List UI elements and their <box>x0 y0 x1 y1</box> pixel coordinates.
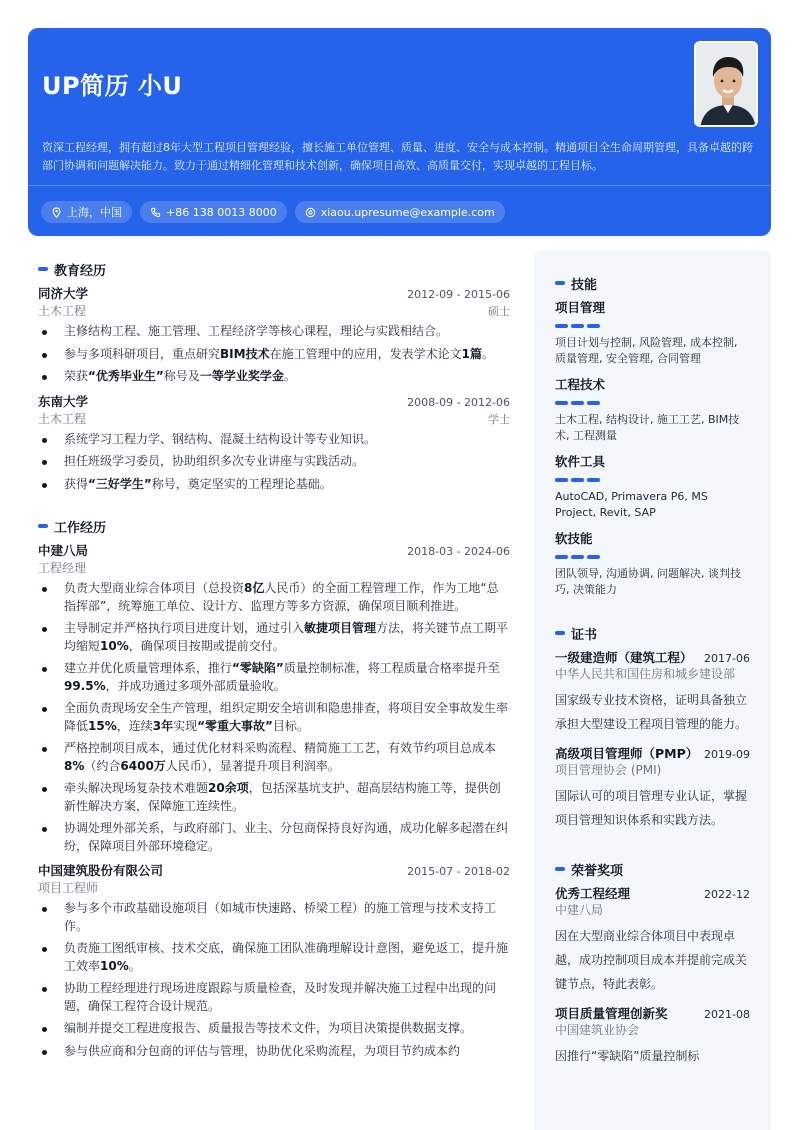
skill-group <box>555 375 750 444</box>
education-entry <box>38 392 510 494</box>
profile-summary: 资深工程经理，拥有超过8年大型工程项目管理经验，擅长施工单位管理、质量、进度、安全与成本控制。精通项目全生命周期管理，具备卓越的跨部门协调和问题解决能力。致力于通过精细化管理和技术创新，确保项目高效、高质量交付，实现卓越的工程目标。 <box>42 141 753 172</box>
section-title: 工作经历 <box>38 515 510 537</box>
certificate-issuer: 中华人民共和国住房和城乡建设部 <box>555 667 736 681</box>
section-title: 荣誉奖项 <box>555 858 750 880</box>
date-range: 2018-03 - 2024-06 <box>407 545 510 558</box>
bullet-item: 全面负责现场安全生产管理，组织定期安全培训和隐患排查，将项目安全事故发生率降低15%，连续3年实现“零重大事故”目标。 <box>38 700 510 735</box>
work-entry <box>38 861 510 1060</box>
skill-group-name: 软件工具 <box>555 454 606 469</box>
date-range: 2012-09 - 2015-06 <box>407 288 510 301</box>
contact-location <box>41 201 132 223</box>
emphasis-text: 8亿 <box>244 581 265 595</box>
skill-level-dots <box>555 401 750 405</box>
skill-group <box>555 452 750 521</box>
emphasis-text: “优秀毕业生” <box>88 369 164 383</box>
resume-header <box>28 28 771 236</box>
honor-date: 2022-12 <box>704 888 750 901</box>
emphasis-text: “零重大事故” <box>197 718 273 733</box>
at-sign-icon <box>305 207 316 218</box>
honor-item <box>555 884 750 996</box>
degree: 学士 <box>488 412 510 426</box>
emphasis-text: 8% <box>64 758 85 773</box>
certificate-date: 2017-06 <box>704 652 750 665</box>
honor-date: 2021-08 <box>704 1008 750 1021</box>
bullet-item: 牵头解决现场复杂技术难题20余项，包括深基坑支护、超高层结构施工等，提供创新性解决方案，保障施工连续性。 <box>38 780 510 815</box>
section-marker <box>555 867 565 871</box>
section-title: 教育经历 <box>38 258 510 280</box>
main-column <box>38 258 510 1065</box>
certificate-item <box>555 744 750 832</box>
honor-name: 优秀工程经理 <box>555 886 631 901</box>
certificate-name: 高级项目管理师（PMP） <box>555 746 699 761</box>
sidebar <box>555 272 750 1068</box>
skill-group-name: 工程技术 <box>555 377 606 392</box>
section-title: 技能 <box>555 272 750 294</box>
emphasis-text: 99.5% <box>64 678 106 693</box>
skill-items: 团队领导, 沟通协调, 问题解决, 谈判技巧, 决策能力 <box>555 567 741 596</box>
bullet-item: 主导制定并严格执行项目进度计划，通过引入敏捷项目管理方法，将关键节点工期平均缩短10%，确保项目按期或提前交付。 <box>38 620 510 655</box>
honor-description: 因推行“零缺陷”质量控制标 <box>555 1049 700 1063</box>
location-text: 上海，中国 <box>67 206 122 219</box>
major: 土木工程 <box>38 411 87 426</box>
contact-phone[interactable] <box>140 201 287 223</box>
emphasis-text: BIM技术 <box>220 346 270 361</box>
section-marker <box>38 267 48 271</box>
date-range: 2008-09 - 2012-06 <box>407 395 510 409</box>
bullet-item: 荣获“优秀毕业生”称号及一等学业奖学金。 <box>38 368 510 386</box>
job-title: 工程经理 <box>38 561 87 575</box>
section-marker <box>555 631 565 635</box>
skill-items: AutoCAD, Primavera P6, MS Project, Revit, SAP <box>555 490 708 519</box>
certificate-issuer: 项目管理协会 (PMI) <box>555 763 662 777</box>
skill-group-name: 软技能 <box>555 531 593 546</box>
certificates-section <box>555 622 750 832</box>
bullet-list <box>38 431 510 494</box>
emphasis-text: 10% <box>100 958 129 973</box>
education-entry <box>38 284 510 386</box>
profile-photo <box>694 41 758 127</box>
emphasis-text: “三好学生” <box>88 476 152 491</box>
bullet-list <box>38 900 510 1060</box>
bullet-list <box>38 323 510 386</box>
skill-group-name: 项目管理 <box>555 300 606 315</box>
work-entry <box>38 541 510 855</box>
emphasis-text: 10% <box>100 638 129 653</box>
bullet-item: 负责施工图纸审核、技术交底，确保施工团队准确理解设计意图，避免返工，提升施工效率10%。 <box>38 940 510 975</box>
section-marker <box>555 281 565 285</box>
bullet-item: 编制并提交工程进度报告、质量报告等技术文件，为项目决策提供数据支撑。 <box>38 1020 510 1038</box>
emphasis-text: 15% <box>88 718 117 733</box>
certificate-date: 2019-09 <box>704 748 750 761</box>
contact-email[interactable] <box>295 201 505 223</box>
education-section <box>38 258 510 493</box>
section-marker <box>38 524 48 528</box>
bullet-item: 获得“三好学生”称号，奠定坚实的工程理论基础。 <box>38 476 510 494</box>
degree: 硕士 <box>488 305 510 318</box>
bullet-item: 参与多个市政基础设施项目（如城市快速路、桥梁工程）的施工管理与技术支持工作。 <box>38 900 510 935</box>
major: 土木工程 <box>38 304 87 318</box>
bullet-item: 参与供应商和分包商的评估与管理，协助优化采购流程，为项目节约成本约 <box>38 1043 510 1061</box>
bullet-item: 严格控制项目成本，通过优化材料采购流程、精简施工工艺，有效节约项目总成本8%（约合6400万人民币），显著提升项目利润率。 <box>38 740 510 775</box>
work-section <box>38 515 510 1060</box>
header-divider <box>28 185 771 186</box>
bullet-item: 主修结构工程、施工管理、工程经济学等核心课程，理论与实践相结合。 <box>38 323 510 341</box>
certificate-description: 国际认可的项目管理专业认证，掌握项目管理知识体系和实践方法。 <box>555 789 748 827</box>
skill-items: 土木工程, 结构设计, 施工工艺, BIM技术, 工程测量 <box>555 413 740 442</box>
skill-items: 项目计划与控制, 风险管理, 成本控制, 质量管理, 安全管理, 合同管理 <box>555 336 738 365</box>
skill-level-dots <box>555 324 750 328</box>
date-range: 2015-07 - 2018-02 <box>407 865 510 878</box>
skills-section <box>555 272 750 598</box>
bullet-list <box>38 580 510 855</box>
emphasis-text: 1篇 <box>461 346 482 361</box>
honor-item <box>555 1004 750 1068</box>
emphasis-text: 敏捷项目管理 <box>304 621 377 635</box>
emphasis-text: 6400万 <box>120 758 166 773</box>
phone-text: +86 138 0013 8000 <box>166 205 277 219</box>
certificate-item <box>555 648 750 736</box>
skill-level-dots <box>555 478 750 482</box>
emphasis-text: 20余项 <box>208 781 249 795</box>
avatar-portrait <box>696 43 758 127</box>
bullet-item: 协助工程经理进行现场进度跟踪与质量检查，及时发现并解决施工过程中出现的问题，确保工程符合设计规范。 <box>38 980 510 1015</box>
emphasis-text: 一等学业奖学金 <box>199 369 284 383</box>
school-name: 同济大学 <box>38 286 89 301</box>
honor-issuer: 中国建筑业协会 <box>555 1023 640 1037</box>
location-pin-icon <box>51 207 62 218</box>
contact-list <box>41 201 505 223</box>
phone-icon <box>150 207 161 218</box>
job-title: 项目工程师 <box>38 881 99 895</box>
emphasis-text: 3年 <box>152 718 174 733</box>
bullet-item: 建立并优化质量管理体系，推行“零缺陷”质量控制标准，将工程质量合格率提升至99.5%，并成功通过多项外部质量验收。 <box>38 660 510 695</box>
honor-description: 因在大型商业综合体项目中表现卓越，成功控制项目成本并提前完成关键节点，特此表彰。 <box>555 929 748 991</box>
certificate-description: 国家级专业技术资格，证明具备独立承担大型建设工程项目管理的能力。 <box>555 693 748 731</box>
bullet-item: 系统学习工程力学、钢结构、混凝土结构设计等专业知识。 <box>38 431 510 449</box>
company-name: 中建八局 <box>38 543 89 558</box>
emphasis-text: “零缺陷” <box>232 661 284 675</box>
bullet-item: 负责大型商业综合体项目（总投资8亿人民币）的全面工程管理工作，作为工地“总指挥部”，统筹施工单位、设计方、监理方等多方资源，确保项目顺利推进。 <box>38 580 510 615</box>
honor-issuer: 中建八局 <box>555 903 604 917</box>
candidate-name: UP简历 小U <box>42 72 183 100</box>
honors-section <box>555 858 750 1068</box>
section-title: 证书 <box>555 622 750 644</box>
bullet-item: 参与多项科研项目，重点研究BIM技术在施工管理中的应用，发表学术论文1篇。 <box>38 346 510 364</box>
bullet-item: 协调处理外部关系，与政府部门、业主、分包商保持良好沟通，成功化解多起潜在纠纷，保障项目外部环境稳定。 <box>38 820 510 855</box>
skill-group <box>555 298 750 367</box>
certificate-name: 一级建造师（建筑工程） <box>555 650 693 665</box>
honor-name: 项目质量管理创新奖 <box>555 1006 668 1021</box>
school-name: 东南大学 <box>38 393 89 409</box>
email-text: xiaou.upresume@example.com <box>320 205 495 219</box>
bullet-item: 担任班级学习委员，协助组织多次专业讲座与实践活动。 <box>38 453 510 471</box>
skill-group <box>555 529 750 598</box>
skill-level-dots <box>555 555 750 559</box>
company-name: 中国建筑股份有限公司 <box>38 863 164 878</box>
